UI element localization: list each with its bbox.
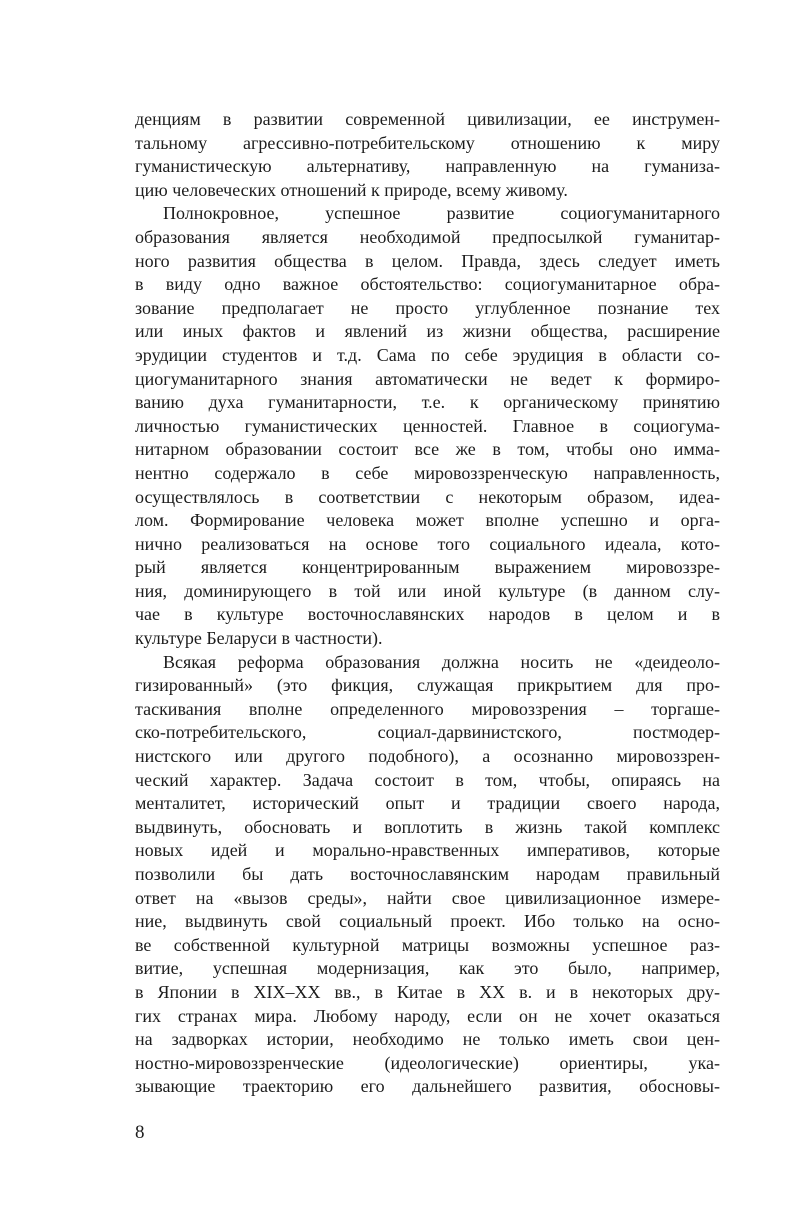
text-line: на задворках истории, необходимо не только иметь свои цен- [135,1029,720,1050]
text-line: витие, успешная модернизация, как это было, например, [135,958,720,979]
text-line: ванию духа гуманитарности, т.е. к органическому принятию [135,392,720,413]
text-line: гуманистическую альтернативу, направленную на гуманиза- [135,156,720,177]
text-line: ско-потребительского, социал-дарвинистского, постмодер- [135,722,720,743]
paragraph [135,202,720,650]
text-line: гизированный» (это фикция, служащая прикрытием для про- [135,675,720,696]
text-line: зование предполагает не просто углубленное познание тех [135,297,720,318]
text-line: денциям в развитии современной цивилизации, ее инструмен- [135,109,720,129]
text-line: циогуманитарного знания автоматически не ведет к формиро- [135,368,720,389]
text-line: нично реализоваться на основе того социального идеала, кото- [135,533,720,554]
text-line: или иных фактов и явлений из жизни общества, расширение [135,321,720,342]
text-line: нистского или другого подобного), а осознанно мировоззрен- [135,746,720,767]
text-line: позволили бы дать восточнославянским народам правильный [135,864,720,884]
text-line: личностью гуманистических ценностей. Главное в социогума- [135,415,720,436]
text-line: осуществлялось в соответствии с некоторым образом, идеа- [135,486,720,507]
text-line: тальному агрессивно-потребительскому отношению к миру [135,132,720,153]
text-line: эрудиции студентов и т.д. Сама по себе эрудиция в области со- [135,344,720,365]
text-line: ние, выдвинуть свой социальный проект. Ибо только на осно- [135,911,720,932]
text-line: ве собственной культурной матрицы возможны успешное раз- [135,934,720,955]
text-line: в Японии в XIX–XX вв., в Китае в XX в. и в некоторых дру- [135,981,720,1002]
text-line: образования является необходимой предпосылкой гуманитар- [135,226,720,247]
text-line: менталитет, исторический опыт и традиции своего народа, [135,793,720,814]
page-number: 8 [135,1121,145,1143]
text-line: выдвинуть, обосновать и воплотить в жизнь такой комплекс [135,816,720,837]
paragraph [135,651,720,1099]
text-line: Полнокровное, успешное развитие социогуманитарного [163,203,720,224]
text-line: рый является концентрированным выражением мировоззре- [135,557,720,578]
text-line: культуре Беларуси в частности). [135,628,383,649]
text-line: ческий характер. Задача состоит в том, чтобы, опираясь на [135,769,720,790]
text-line: ответ на «вызов среды», найти свое цивилизационное измере- [135,887,720,908]
text-line: новых идей и морально-нравственных императивов, которые [135,840,720,861]
text-line: в виду одно важное обстоятельство: социогуманитарное обра- [135,274,720,295]
text-line: нитарном образовании состоит все же в том, чтобы оно имма- [135,439,720,460]
text-line: таскивания вполне определенного мировоззрения – торгаше- [135,698,720,719]
page-text [135,108,720,1099]
text-line: Всякая реформа образования должна носить не «деидеоло- [163,651,720,672]
text-line: чае в культуре восточнославянских народов в целом и в [135,604,720,625]
paragraph [135,108,720,202]
text-line: цию человеческих отношений к природе, всему живому. [135,179,568,200]
text-line: гих странах мира. Любому народу, если он не хочет оказаться [135,1005,720,1026]
text-line: зывающие траекторию его дальнейшего развития, обосновы- [135,1076,720,1097]
text-line: нентно содержало в себе мировоззренческую направленность, [135,462,720,483]
text-line: ного развития общества в целом. Правда, здесь следует иметь [135,250,720,271]
text-line: лом. Формирование человека может вполне успешно и орга- [135,510,720,531]
text-line: ния, доминирующего в той или иной культуре (в данном слу- [135,580,720,601]
text-line: ностно-мировоззренческие (идеологические) ориентиры, ука- [135,1052,720,1073]
